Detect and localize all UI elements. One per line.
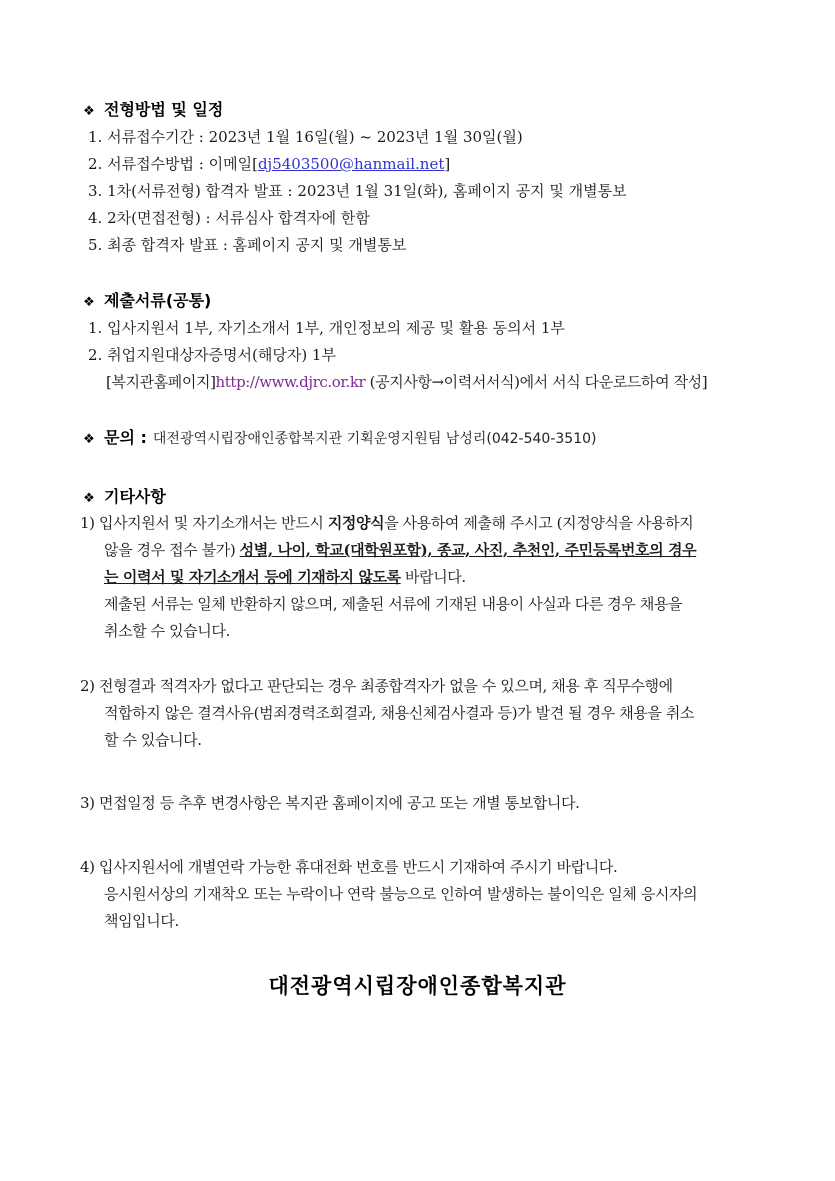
list-item: 1. 입사지원서 1부, 자기소개서 1부, 개인정보의 제공 및 활용 동의서 1부 <box>88 319 565 337</box>
homepage-link[interactable]: http://www.djrc.or.kr <box>215 373 366 391</box>
list-item: 4. 2차(면접전형) : 서류심사 합격자에 한함 <box>88 209 370 227</box>
paragraph-line: 2) 전형결과 적격자가 없다고 판단되는 경우 최종합격자가 없을 수 있으며, 채용 후 직무수행에 <box>80 677 673 695</box>
section-title: 제출서류(공통) <box>104 291 212 310</box>
list-item: 5. 최종 합격자 발표 : 홈페이지 공지 및 개별통보 <box>88 236 407 254</box>
list-item: 1. 서류접수기간 : 2023년 1월 16일(월) ~ 2023년 1월 30일(월) <box>88 128 523 146</box>
section-heading-schedule <box>80 97 223 120</box>
paragraph-line: 제출된 서류는 일체 반환하지 않으며, 제출된 서류에 기재된 내용이 사실과 다른 경우 채용을 <box>104 595 683 613</box>
section-heading-documents <box>80 288 211 311</box>
paragraph-line: 1) 입사지원서 및 자기소개서는 반드시 지정양식을 사용하여 제출해 주시고 (지정양식을 사용하지 <box>80 514 694 532</box>
paragraph-line: 취소할 수 있습니다. <box>104 622 230 640</box>
paragraph-line: 4) 입사지원서에 개별연락 가능한 휴대전화 번호를 반드시 기재하여 주시기 바랍니다. <box>80 858 618 876</box>
email-link[interactable]: dj5403500@hanmail.net <box>257 155 445 173</box>
list-item: 2. 서류접수방법 : 이메일[dj5403500@hanmail.net] <box>88 155 451 173</box>
diamond-bullet-icon: ❖ <box>83 104 95 119</box>
paragraph-line: 3) 면접일정 등 추후 변경사항은 복지관 홈페이지에 공고 또는 개별 통보합니다. <box>80 794 580 812</box>
paragraph-line: 않을 경우 접수 불가) 성별, 나이, 학교(대학원포함), 종교, 사진, 추천인, 주민등록번호의 경우 <box>104 541 697 559</box>
section-heading-contact <box>80 425 596 448</box>
paragraph-line: 는 이력서 및 자기소개서 등에 기재하지 않도록 바랍니다. <box>104 568 466 586</box>
section-heading-other <box>80 484 166 507</box>
list-item: 3. 1차(서류전형) 합격자 발표 : 2023년 1월 31일(화), 홈페이지 공지 및 개별통보 <box>88 182 627 200</box>
section-title: 전형방법 및 일정 <box>104 100 224 119</box>
diamond-bullet-icon: ❖ <box>83 491 95 506</box>
contact-info: 대전광역시립장애인종합복지관 기획운영지원팀 남성리(042-540-3510) <box>152 431 597 447</box>
section-title: 기타사항 <box>104 487 166 506</box>
diamond-bullet-icon: ❖ <box>83 432 95 447</box>
list-item: 2. 취업지원대상자증명서(해당자) 1부 <box>88 346 336 364</box>
paragraph-line: 적합하지 않은 결격사유(범죄경력조회결과, 채용신체검사결과 등)가 발견 될 경우 채용을 취소 <box>104 704 695 722</box>
paragraph-line: 응시원서상의 기재착오 또는 누락이나 연락 불능으로 인하여 발생하는 불이익은 일체 응시자의 <box>104 885 698 903</box>
paragraph-line: 책임입니다. <box>104 912 179 930</box>
section-title: 문의 : <box>104 428 147 447</box>
paragraph-line: 할 수 있습니다. <box>104 731 202 749</box>
organization-name: 대전광역시립장애인종합복지관 <box>268 974 567 998</box>
download-note: [복지관홈페이지]http://www.djrc.or.kr (공지사항→이력서서식)에서 서식 다운로드하여 작성] <box>106 373 708 391</box>
diamond-bullet-icon: ❖ <box>83 295 95 310</box>
